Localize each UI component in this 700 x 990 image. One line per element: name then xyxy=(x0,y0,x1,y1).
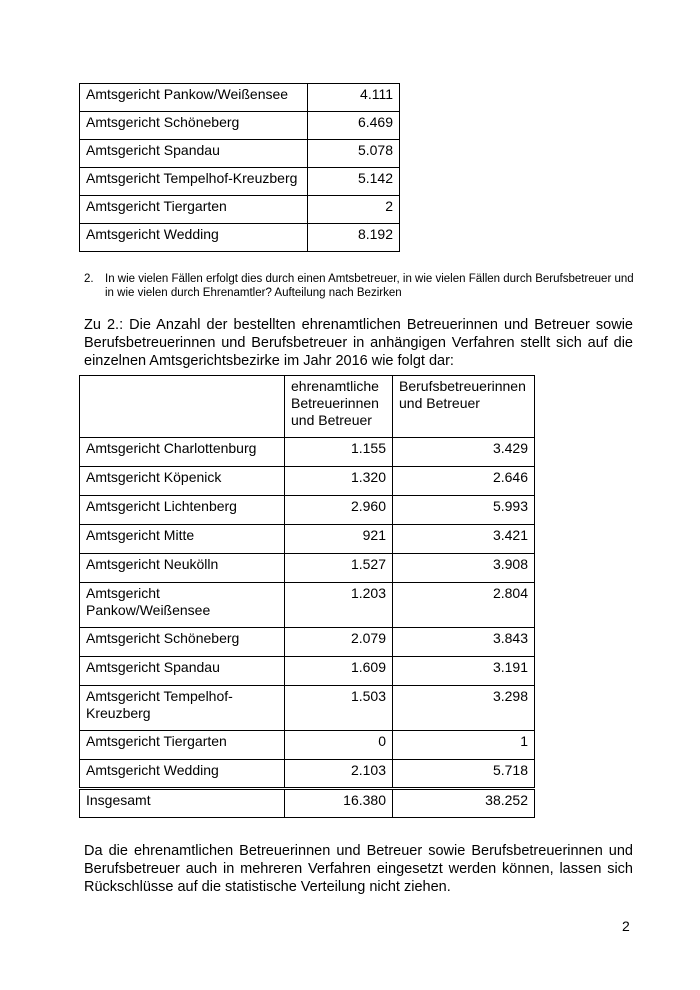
professional-cell: 5.993 xyxy=(393,496,535,525)
count-cell: 5.078 xyxy=(308,140,400,168)
total-professional-cell: 38.252 xyxy=(393,789,535,818)
main-table xyxy=(79,375,535,818)
count-cell: 5.142 xyxy=(308,168,400,196)
court-cell: Amtsgericht Wedding xyxy=(80,760,285,789)
volunteer-cell: 921 xyxy=(285,525,393,554)
question-item xyxy=(84,272,640,300)
table-row xyxy=(80,84,400,112)
court-cell: Amtsgericht Tiergarten xyxy=(80,196,308,224)
court-cell: Amtsgericht Schöneberg xyxy=(80,112,308,140)
volunteer-cell: 2.079 xyxy=(285,628,393,657)
volunteer-cell: 1.609 xyxy=(285,657,393,686)
table-row xyxy=(80,628,535,657)
table-row xyxy=(80,467,535,496)
volunteer-cell: 0 xyxy=(285,731,393,760)
conclusion-paragraph: Da die ehrenamtlichen Betreuerinnen und Betreuer sowie Berufsbetreuerinnen und Berufsbetreuer auch in mehreren Verfahren eingesetzt werden können, lassen sich Rückschlüsse auf die statistische Verteilung nicht ziehen. xyxy=(84,843,633,895)
professional-cell: 3.908 xyxy=(393,554,535,583)
answer-intro-paragraph: Zu 2.: Die Anzahl der bestellten ehrenamtlichen Betreuerinnen und Betreuer sowie Berufsbetreuerinnen und Berufsbetreuer in anhängigen Verfahren stellt sich auf die einzelnen Amtsgerichtsbezirke im Jahr 2016 wie folgt dar: xyxy=(84,317,633,369)
volunteer-cell: 2.960 xyxy=(285,496,393,525)
court-cell: Amtsgericht Mitte xyxy=(80,525,285,554)
table-row xyxy=(80,168,400,196)
court-cell: Amtsgericht Spandau xyxy=(80,140,308,168)
court-cell: Amtsgericht Wedding xyxy=(80,224,308,252)
question-text: In wie vielen Fällen erfolgt dies durch einen Amtsbetreuer, in wie vielen Fällen durch Berufsbetreuer und in wie vielen durch Ehrenamtler? Aufteilung nach Bezirken xyxy=(105,273,634,299)
header-volunteer-cell: ehrenamtliche Betreuerinnen und Betreuer xyxy=(285,376,393,438)
professional-cell: 2.646 xyxy=(393,467,535,496)
court-cell: Amtsgericht Spandau xyxy=(80,657,285,686)
volunteer-cell: 1.503 xyxy=(285,686,393,731)
total-label-cell: Insgesamt xyxy=(80,789,285,818)
count-cell: 6.469 xyxy=(308,112,400,140)
table-row xyxy=(80,112,400,140)
court-cell: Amtsgericht Charlottenburg xyxy=(80,438,285,467)
court-cell: Amtsgericht Lichtenberg xyxy=(80,496,285,525)
table-row xyxy=(80,583,535,628)
professional-cell: 3.298 xyxy=(393,686,535,731)
volunteer-cell: 1.203 xyxy=(285,583,393,628)
table-row xyxy=(80,731,535,760)
table-row xyxy=(80,196,400,224)
court-cell: Amtsgericht Tempelhof-Kreuzberg xyxy=(80,168,308,196)
table-row xyxy=(80,438,535,467)
professional-cell: 5.718 xyxy=(393,760,535,789)
professional-cell: 2.804 xyxy=(393,583,535,628)
table-row xyxy=(80,760,535,789)
court-cell: Amtsgericht Pankow/Weißensee xyxy=(80,84,308,112)
page-number: 2 xyxy=(622,918,630,934)
professional-cell: 1 xyxy=(393,731,535,760)
volunteer-cell: 1.320 xyxy=(285,467,393,496)
table-row xyxy=(80,525,535,554)
professional-cell: 3.429 xyxy=(393,438,535,467)
volunteer-cell: 2.103 xyxy=(285,760,393,789)
count-cell: 4.111 xyxy=(308,84,400,112)
table-row xyxy=(80,140,400,168)
professional-cell: 3.421 xyxy=(393,525,535,554)
court-cell: Amtsgericht Neukölln xyxy=(80,554,285,583)
court-cell: Amtsgericht Pankow/Weißensee xyxy=(80,583,285,628)
table-row xyxy=(80,657,535,686)
court-cell: Amtsgericht Tiergarten xyxy=(80,731,285,760)
court-cell: Amtsgericht Tempelhof-Kreuzberg xyxy=(80,686,285,731)
total-row xyxy=(80,789,535,818)
top-table xyxy=(79,83,400,252)
court-cell: Amtsgericht Schöneberg xyxy=(80,628,285,657)
table-row xyxy=(80,686,535,731)
header-empty-cell xyxy=(80,376,285,438)
volunteer-cell: 1.155 xyxy=(285,438,393,467)
table-row xyxy=(80,554,535,583)
table-row xyxy=(80,224,400,252)
volunteer-cell: 1.527 xyxy=(285,554,393,583)
table-header-row xyxy=(80,376,535,438)
header-professional-cell: Berufsbetreuerinnen und Betreuer xyxy=(393,376,535,438)
court-cell: Amtsgericht Köpenick xyxy=(80,467,285,496)
professional-cell: 3.843 xyxy=(393,628,535,657)
count-cell: 2 xyxy=(308,196,400,224)
table-row xyxy=(80,496,535,525)
count-cell: 8.192 xyxy=(308,224,400,252)
professional-cell: 3.191 xyxy=(393,657,535,686)
total-volunteer-cell: 16.380 xyxy=(285,789,393,818)
question-number: 2. xyxy=(84,273,94,285)
